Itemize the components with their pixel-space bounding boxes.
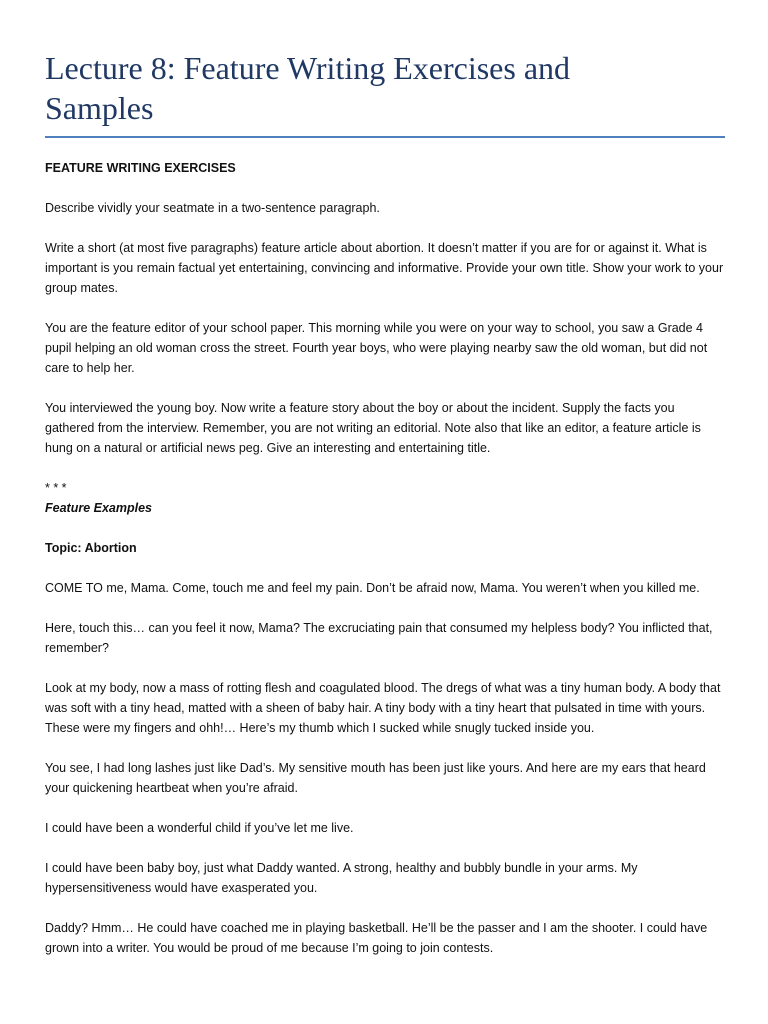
page-title: Lecture 8: Feature Writing Exercises and Samples <box>45 50 571 126</box>
exercise-paragraph-1: Describe vividly your seatmate in a two-sentence paragraph. <box>45 201 380 215</box>
sample-paragraph-3: Look at my body, now a mass of rotting flesh and coagulated blood. The dregs of what was a tiny human body. A body that was soft with a tiny head, matted with a sheen of baby hair. A tiny body with a tiny heart that pulsated in time with yours. These were my fingers and ohh!… Here’s my thumb which I sucked while snugly tucked inside you. <box>45 681 721 735</box>
topic-heading: Topic: Abortion <box>45 541 137 555</box>
separator: * * * <box>45 481 67 495</box>
sample-paragraph-6: I could have been baby boy, just what Daddy wanted. A strong, healthy and bubbly bundle in your arms. My hypersensitiveness would have exasperated you. <box>45 861 638 895</box>
exercise-paragraph-3: You are the feature editor of your school paper. This morning while you were on your way to school, you saw a Grade 4 pupil helping an old woman cross the street. Fourth year boys, who were playing nearby saw the old woman, but did not care to help her. <box>45 321 708 375</box>
spacer <box>45 378 725 398</box>
spacer <box>45 178 725 198</box>
sample-paragraph-4: You see, I had long lashes just like Dad’s. My sensitive mouth has been just like yours. And here are my ears that heard your quickening heartbeat when you’re afraid. <box>45 761 706 795</box>
spacer <box>45 738 725 758</box>
spacer <box>45 298 725 318</box>
spacer <box>45 798 725 818</box>
exercise-paragraph-4: You interviewed the young boy. Now write a feature story about the boy or about the incident. Supply the facts you gathered from the interview. Remember, you are not writing an editorial. Note also that like an editor, a feature article is hung on a natural or artificial news peg. Give an interesting and entertaining title. <box>45 401 701 455</box>
sample-paragraph-7: Daddy? Hmm… He could have coached me in playing basketball. He’ll be the passer and I am the shooter. I could have grown into a writer. You would be proud of me because I’m going to join contests. <box>45 921 708 955</box>
spacer <box>45 518 725 538</box>
spacer <box>45 598 725 618</box>
examples-heading: Feature Examples <box>45 501 152 515</box>
spacer <box>45 898 725 918</box>
spacer <box>45 458 725 478</box>
spacer <box>45 838 725 858</box>
document-page <box>45 0 725 958</box>
sample-paragraph-2: Here, touch this… can you feel it now, Mama? The excruciating pain that consumed my helpless body? You inflicted that, remember? <box>45 621 713 655</box>
sample-paragraph-1: COME TO me, Mama. Come, touch me and feel my pain. Don’t be afraid now, Mama. You weren’t when you killed me. <box>45 581 700 595</box>
spacer <box>45 658 725 678</box>
title-divider <box>45 136 725 138</box>
sample-paragraph-5: I could have been a wonderful child if you’ve let me live. <box>45 821 354 835</box>
spacer <box>45 218 725 238</box>
exercise-paragraph-2: Write a short (at most five paragraphs) feature article about abortion. It doesn’t matter if you are for or against it. What is important is you remain factual yet entertaining, convincing and informative. Provide your own title. Show your work to your group mates. <box>45 241 724 295</box>
section-heading: FEATURE WRITING EXERCISES <box>45 161 236 175</box>
spacer <box>45 558 725 578</box>
